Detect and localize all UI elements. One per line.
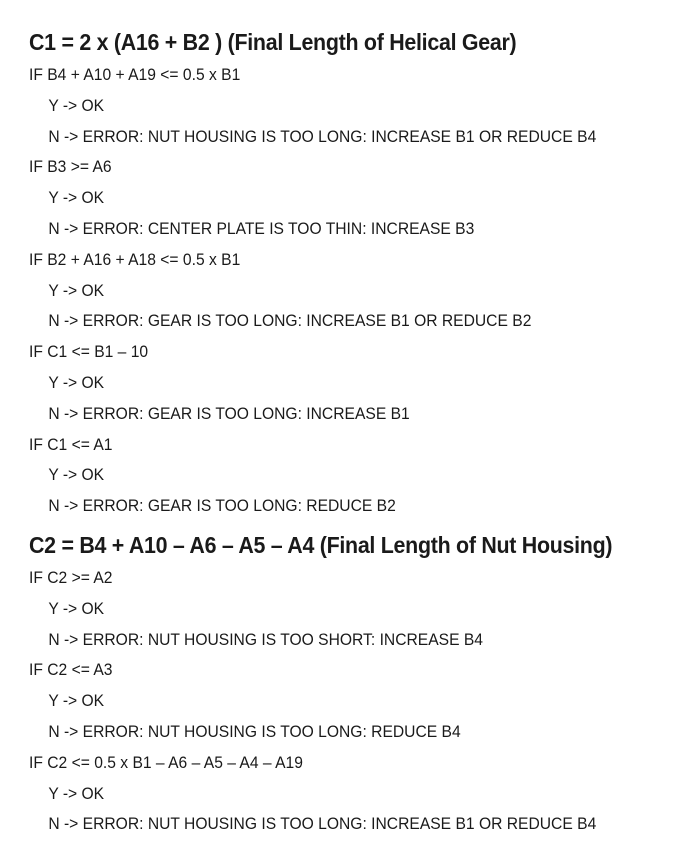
no-line: N -> ERROR: CENTER PLATE IS TOO THIN: INCREASE B3 — [48, 218, 475, 238]
section-c2 — [29, 527, 674, 840]
condition-line: IF C1 <= B1 – 10 — [29, 342, 149, 362]
no-line: N -> ERROR: GEAR IS TOO LONG: INCREASE B1 OR REDUCE B2 — [48, 311, 532, 331]
no-line: N -> ERROR: GEAR IS TOO LONG: REDUCE B2 — [48, 496, 396, 516]
yes-line: Y -> OK — [48, 598, 105, 618]
yes-line: Y -> OK — [48, 465, 105, 485]
section-heading: C2 = B4 + A10 – A6 – A5 – A4 (Final Length of Nut Housing) — [29, 531, 613, 558]
no-line: N -> ERROR: NUT HOUSING IS TOO LONG: INCREASE B1 OR REDUCE B4 — [48, 126, 597, 146]
no-line: N -> ERROR: NUT HOUSING IS TOO LONG: INCREASE B1 OR REDUCE B4 — [48, 814, 597, 834]
section-c1 — [29, 24, 674, 522]
condition-line: IF C1 <= A1 — [29, 434, 113, 454]
no-line: N -> ERROR: NUT HOUSING IS TOO SHORT: INCREASE B4 — [48, 629, 484, 649]
condition-line: IF B2 + A16 + A18 <= 0.5 x B1 — [29, 249, 241, 269]
condition-line: IF C2 >= A2 — [29, 567, 113, 587]
condition-line: IF B3 >= A6 — [29, 157, 112, 177]
yes-line: Y -> OK — [48, 691, 105, 711]
yes-line: Y -> OK — [48, 372, 105, 392]
section-heading: C1 = 2 x (A16 + B2 ) (Final Length of Helical Gear) — [29, 29, 517, 55]
condition-line: IF C2 <= A3 — [29, 660, 113, 680]
yes-line: Y -> OK — [48, 95, 105, 115]
yes-line: Y -> OK — [48, 783, 105, 803]
document-body — [29, 24, 674, 840]
no-line: N -> ERROR: NUT HOUSING IS TOO LONG: REDUCE B4 — [48, 721, 461, 741]
condition-line: IF B4 + A10 + A19 <= 0.5 x B1 — [29, 65, 241, 84]
yes-line: Y -> OK — [48, 280, 105, 300]
condition-line: IF C2 <= 0.5 x B1 – A6 – A5 – A4 – A19 — [29, 752, 303, 772]
yes-line: Y -> OK — [48, 188, 105, 208]
no-line: N -> ERROR: GEAR IS TOO LONG: INCREASE B1 — [48, 403, 410, 423]
